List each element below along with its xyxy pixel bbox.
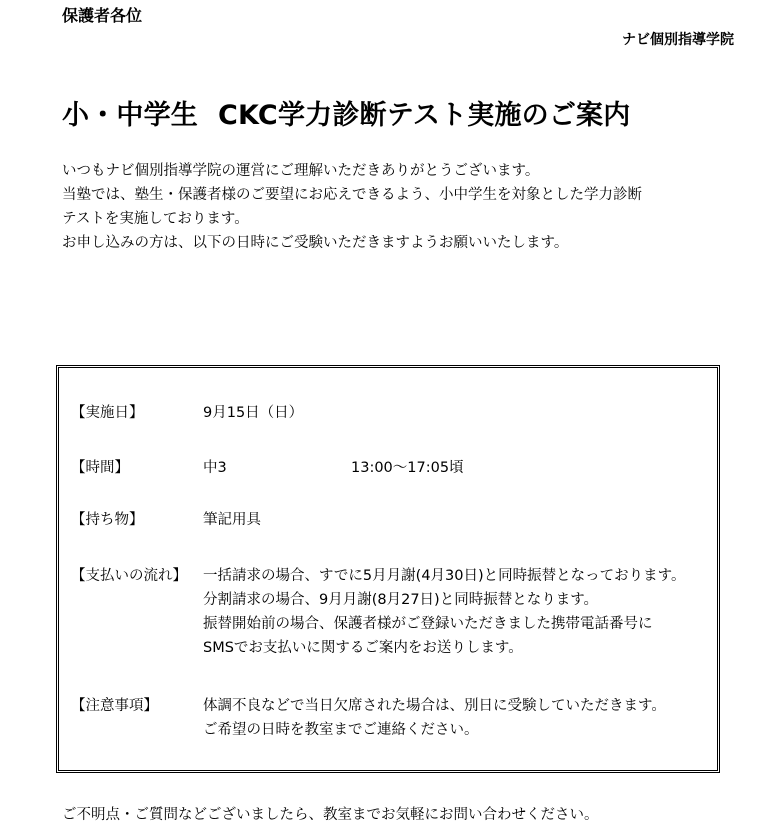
intro-paragraph xyxy=(62,159,722,255)
notes-value xyxy=(203,694,666,742)
time-label: 【時間】 xyxy=(71,460,129,476)
payment-line: SMSでお支払いに関するご案内をお送りします。 xyxy=(203,640,523,656)
notes-line: ご希望の日時を教室までご連絡ください。 xyxy=(203,722,479,738)
date-value: 9月15日（日） xyxy=(203,405,304,421)
detail-row-items xyxy=(71,508,261,532)
notes-label: 【注意事項】 xyxy=(71,698,158,714)
sender-name: ナビ個別指導学院 xyxy=(622,32,734,48)
items-value: 筆記用具 xyxy=(203,512,261,528)
detail-row-payment xyxy=(71,564,686,660)
detail-row-time xyxy=(71,456,464,480)
time-grade: 中3 xyxy=(203,460,227,476)
recipient-line: 保護者各位 xyxy=(62,6,143,25)
items-label: 【持ち物】 xyxy=(71,512,144,528)
notes-line: 体調不良などで当日欠席された場合は、別日に受験していただきます。 xyxy=(203,698,666,714)
title-part-test: CKC学力診断テスト実施のご案内 xyxy=(218,100,631,131)
footer-contact-note: ご不明点・ご質問などございましたら、教室までお気軽にお問い合わせください。 xyxy=(62,807,599,823)
payment-line: 振替開始前の場合、保護者様がご登録いただきました携帯電話番号に xyxy=(203,616,653,632)
document-title xyxy=(62,98,630,134)
intro-line: お申し込みの方は、以下の日時にご受験いただきますようお願いいたします。 xyxy=(62,235,569,251)
payment-line: 分割請求の場合、9月月謝(8月27日)と同時振替となります。 xyxy=(203,592,599,608)
time-value xyxy=(203,456,464,480)
detail-row-date xyxy=(71,401,303,425)
intro-line: テストを実施しております。 xyxy=(62,211,249,227)
title-part-grade: 小・中学生 xyxy=(62,100,198,131)
date-label: 【実施日】 xyxy=(71,405,144,421)
intro-line: 当塾では、塾生・保護者様のご要望にお応えできるよう、小中学生を対象とした学力診断 xyxy=(62,187,642,203)
intro-line: いつもナビ個別指導学院の運営にご理解いただきありがとうございます。 xyxy=(62,163,540,179)
payment-label: 【支払いの流れ】 xyxy=(71,568,187,584)
payment-line: 一括請求の場合、すでに5月月謝(4月30日)と同時振替となっております。 xyxy=(203,568,686,584)
details-box xyxy=(56,365,720,773)
payment-value xyxy=(203,564,686,660)
time-hours: 13:00～17:05頃 xyxy=(351,460,464,476)
detail-row-notes xyxy=(71,694,666,742)
